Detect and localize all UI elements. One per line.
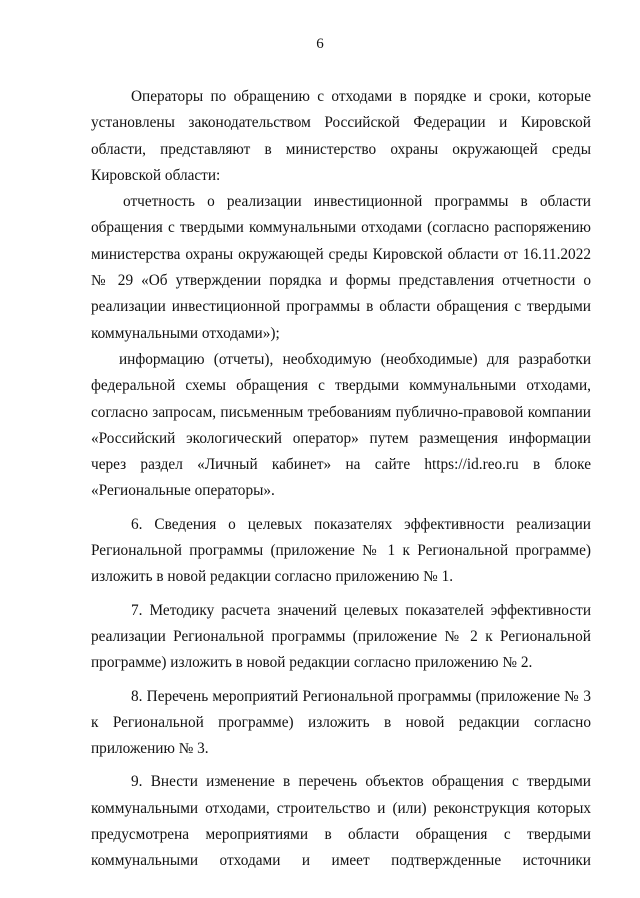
paragraph-operators-report: Операторы по обращению с отходами в порядке и сроки, которые установлены законодательством Российской Федерации и Кировской области, представляют в министерство охраны окружающей среды Кировской области: bbox=[91, 88, 591, 184]
paragraph-item-8: 8. Перечень мероприятий Региональной программы (приложение № 3 к Региональной программе) изложить в новой редакции согласно приложению № 3. bbox=[91, 687, 591, 758]
paragraph-investment-report: отчетность о реализации инвестиционной программы в области обращения с твердыми коммунальными отходами (согласно распоряжению министерства охраны окружающей среды Кировской области от 16.11.2022 № 29 «Об утверждении порядка и формы представления отчетности о реализации инвестиционной программы в области обращения с твердыми коммунальными отходами»); bbox=[91, 193, 591, 342]
paragraph-federal-scheme-info: информацию (отчеты), необходимую (необходимые) для разработки федеральной схемы обращения с твердыми коммунальными отходами, согласно запросам, письменным требованиям публично-правовой компании «Российский экологический оператор» путем размещения информации через раздел «Личный кабинет» на сайте https://id.reo.ru в блоке «Региональные операторы». bbox=[91, 350, 591, 500]
paragraph-item-7: 7. Методику расчета значений целевых показателей эффективности реализации Региональной программы (приложение № 2 к Региональной программе) изложить в новой редакции согласно приложению № 2. bbox=[91, 601, 591, 672]
paragraph-item-9: 9. Внести изменение в перечень объектов обращения с твердыми коммунальными отходами, строительство и (или) реконструкция которых предусмотрена мероприятиями в области обращения с твердыми коммунальными отходами и имеет подтвержденные источники bbox=[91, 773, 591, 870]
document-body bbox=[91, 84, 591, 875]
page-number: 6 bbox=[316, 36, 324, 52]
paragraph-item-6: 6. Сведения о целевых показателях эффективности реализации Региональной программы (приложение № 1 к Региональной программе) изложить в новой редакции согласно приложению № 1. bbox=[91, 515, 591, 586]
